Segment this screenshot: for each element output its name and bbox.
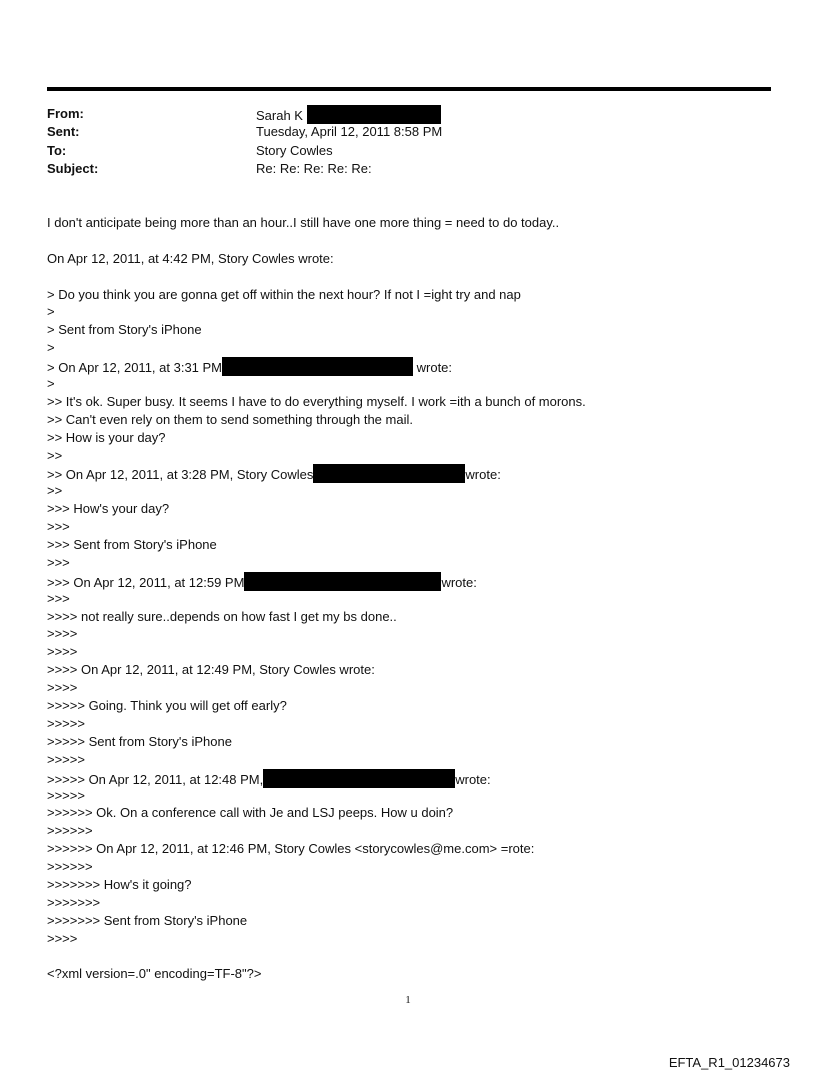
body-line: >>>>>> On Apr 12, 2011, at 12:46 PM, Story Cowles <storycowles@me.com> =rote: <box>47 841 535 857</box>
body-line: >>>> <box>47 680 78 696</box>
body-line: >> <box>47 447 63 463</box>
body-line: >>>>>>> Sent from Story's iPhone <box>47 912 248 928</box>
redaction-box <box>222 357 413 376</box>
header-rule <box>47 87 771 91</box>
body-line: I don't anticipate being more than an hour..I still have one more thing = need to do today.. <box>47 215 560 230</box>
body-line: >>>>> <box>47 751 85 767</box>
sent-label: Sent: <box>47 124 80 139</box>
body-line: >>>>> Sent from Story's iPhone <box>47 733 232 749</box>
body-line <box>47 948 586 966</box>
body-line: >>>>>> <box>47 823 93 839</box>
from-label: From: <box>47 106 84 121</box>
from-value <box>256 105 441 125</box>
body-line: >>>>> Going. Think you will get off early? <box>47 698 287 714</box>
redaction-box <box>313 464 465 483</box>
body-line <box>47 232 586 250</box>
quote-intro: >> On Apr 12, 2011, at 3:28 PM, Story Cowles <box>47 467 314 483</box>
from-row <box>47 105 547 123</box>
to-label: To: <box>47 143 67 158</box>
quote-wrote: wrote: <box>413 360 453 376</box>
body-line: > Do you think you are gonna get off within the next hour? If not I =ight try and nap <box>47 286 521 302</box>
document-id: EFTA_R1_01234673 <box>668 1055 790 1070</box>
sent-value: Tuesday, April 12, 2011 8:58 PM <box>256 124 443 139</box>
body-line: >>> How's your day? <box>47 501 170 517</box>
subject-row <box>47 160 547 178</box>
body-line: <?xml version=.0" encoding=TF-8"?> <box>47 966 262 982</box>
email-body <box>47 214 586 983</box>
body-line: > <box>47 376 55 392</box>
body-line <box>47 769 586 787</box>
body-line: >>>>>> Ok. On a conference call with Je and LSJ peeps. How u doin? <box>47 805 454 821</box>
quote-wrote: wrote: <box>465 467 501 483</box>
body-line: On Apr 12, 2011, at 4:42 PM, Story Cowles wrote: <box>47 250 334 266</box>
sent-row <box>47 123 547 141</box>
body-line: > Sent from Story's iPhone <box>47 322 202 338</box>
body-line: >>>>>> <box>47 859 93 875</box>
body-line <box>47 357 586 375</box>
redaction-box <box>307 105 441 124</box>
body-line: >>>>>>> How's it going? <box>47 876 192 892</box>
subject-value: Re: Re: Re: Re: Re: <box>256 161 372 176</box>
body-line: >>> Sent from Story's iPhone <box>47 537 217 553</box>
body-line: >> How is your day? <box>47 429 166 445</box>
body-line <box>47 268 586 286</box>
body-line: >>> <box>47 590 70 606</box>
body-line: >>>> <box>47 644 78 660</box>
body-line: >>>>> <box>47 787 85 803</box>
quote-wrote: wrote: <box>441 574 477 590</box>
body-line <box>47 572 586 590</box>
page-number: 1 <box>405 994 411 1006</box>
body-line: >>>>> <box>47 715 85 731</box>
body-line: > <box>47 340 55 356</box>
redaction-box <box>244 572 441 591</box>
redaction-box <box>263 769 455 788</box>
body-line: >>> <box>47 554 70 570</box>
from-name: Sarah K <box>256 108 303 123</box>
to-value: Story Cowles <box>256 143 333 158</box>
body-line: >>>> On Apr 12, 2011, at 12:49 PM, Story Cowles wrote: <box>47 662 375 678</box>
body-line: >>>> <box>47 930 78 946</box>
quote-intro: >>>>> On Apr 12, 2011, at 12:48 PM, <box>47 771 264 787</box>
body-line: >>>> not really sure..depends on how fast I get my bs done.. <box>47 608 397 624</box>
body-line: >>> <box>47 519 70 535</box>
quote-intro: > On Apr 12, 2011, at 3:31 PM <box>47 360 223 376</box>
body-line: > <box>47 304 55 320</box>
body-line: >> It's ok. Super busy. It seems I have to do everything myself. I work =ith a bunch of morons. <box>47 393 586 409</box>
body-line: >>>> <box>47 626 78 642</box>
to-row <box>47 142 547 160</box>
quote-intro: >>> On Apr 12, 2011, at 12:59 PM <box>47 574 245 590</box>
body-line: >> <box>47 483 63 499</box>
body-line <box>47 464 586 482</box>
body-line: >>>>>>> <box>47 894 101 910</box>
body-line: >> Can't even rely on them to send something through the mail. <box>47 411 413 427</box>
subject-label: Subject: <box>47 161 99 176</box>
quote-wrote: wrote: <box>455 771 491 787</box>
